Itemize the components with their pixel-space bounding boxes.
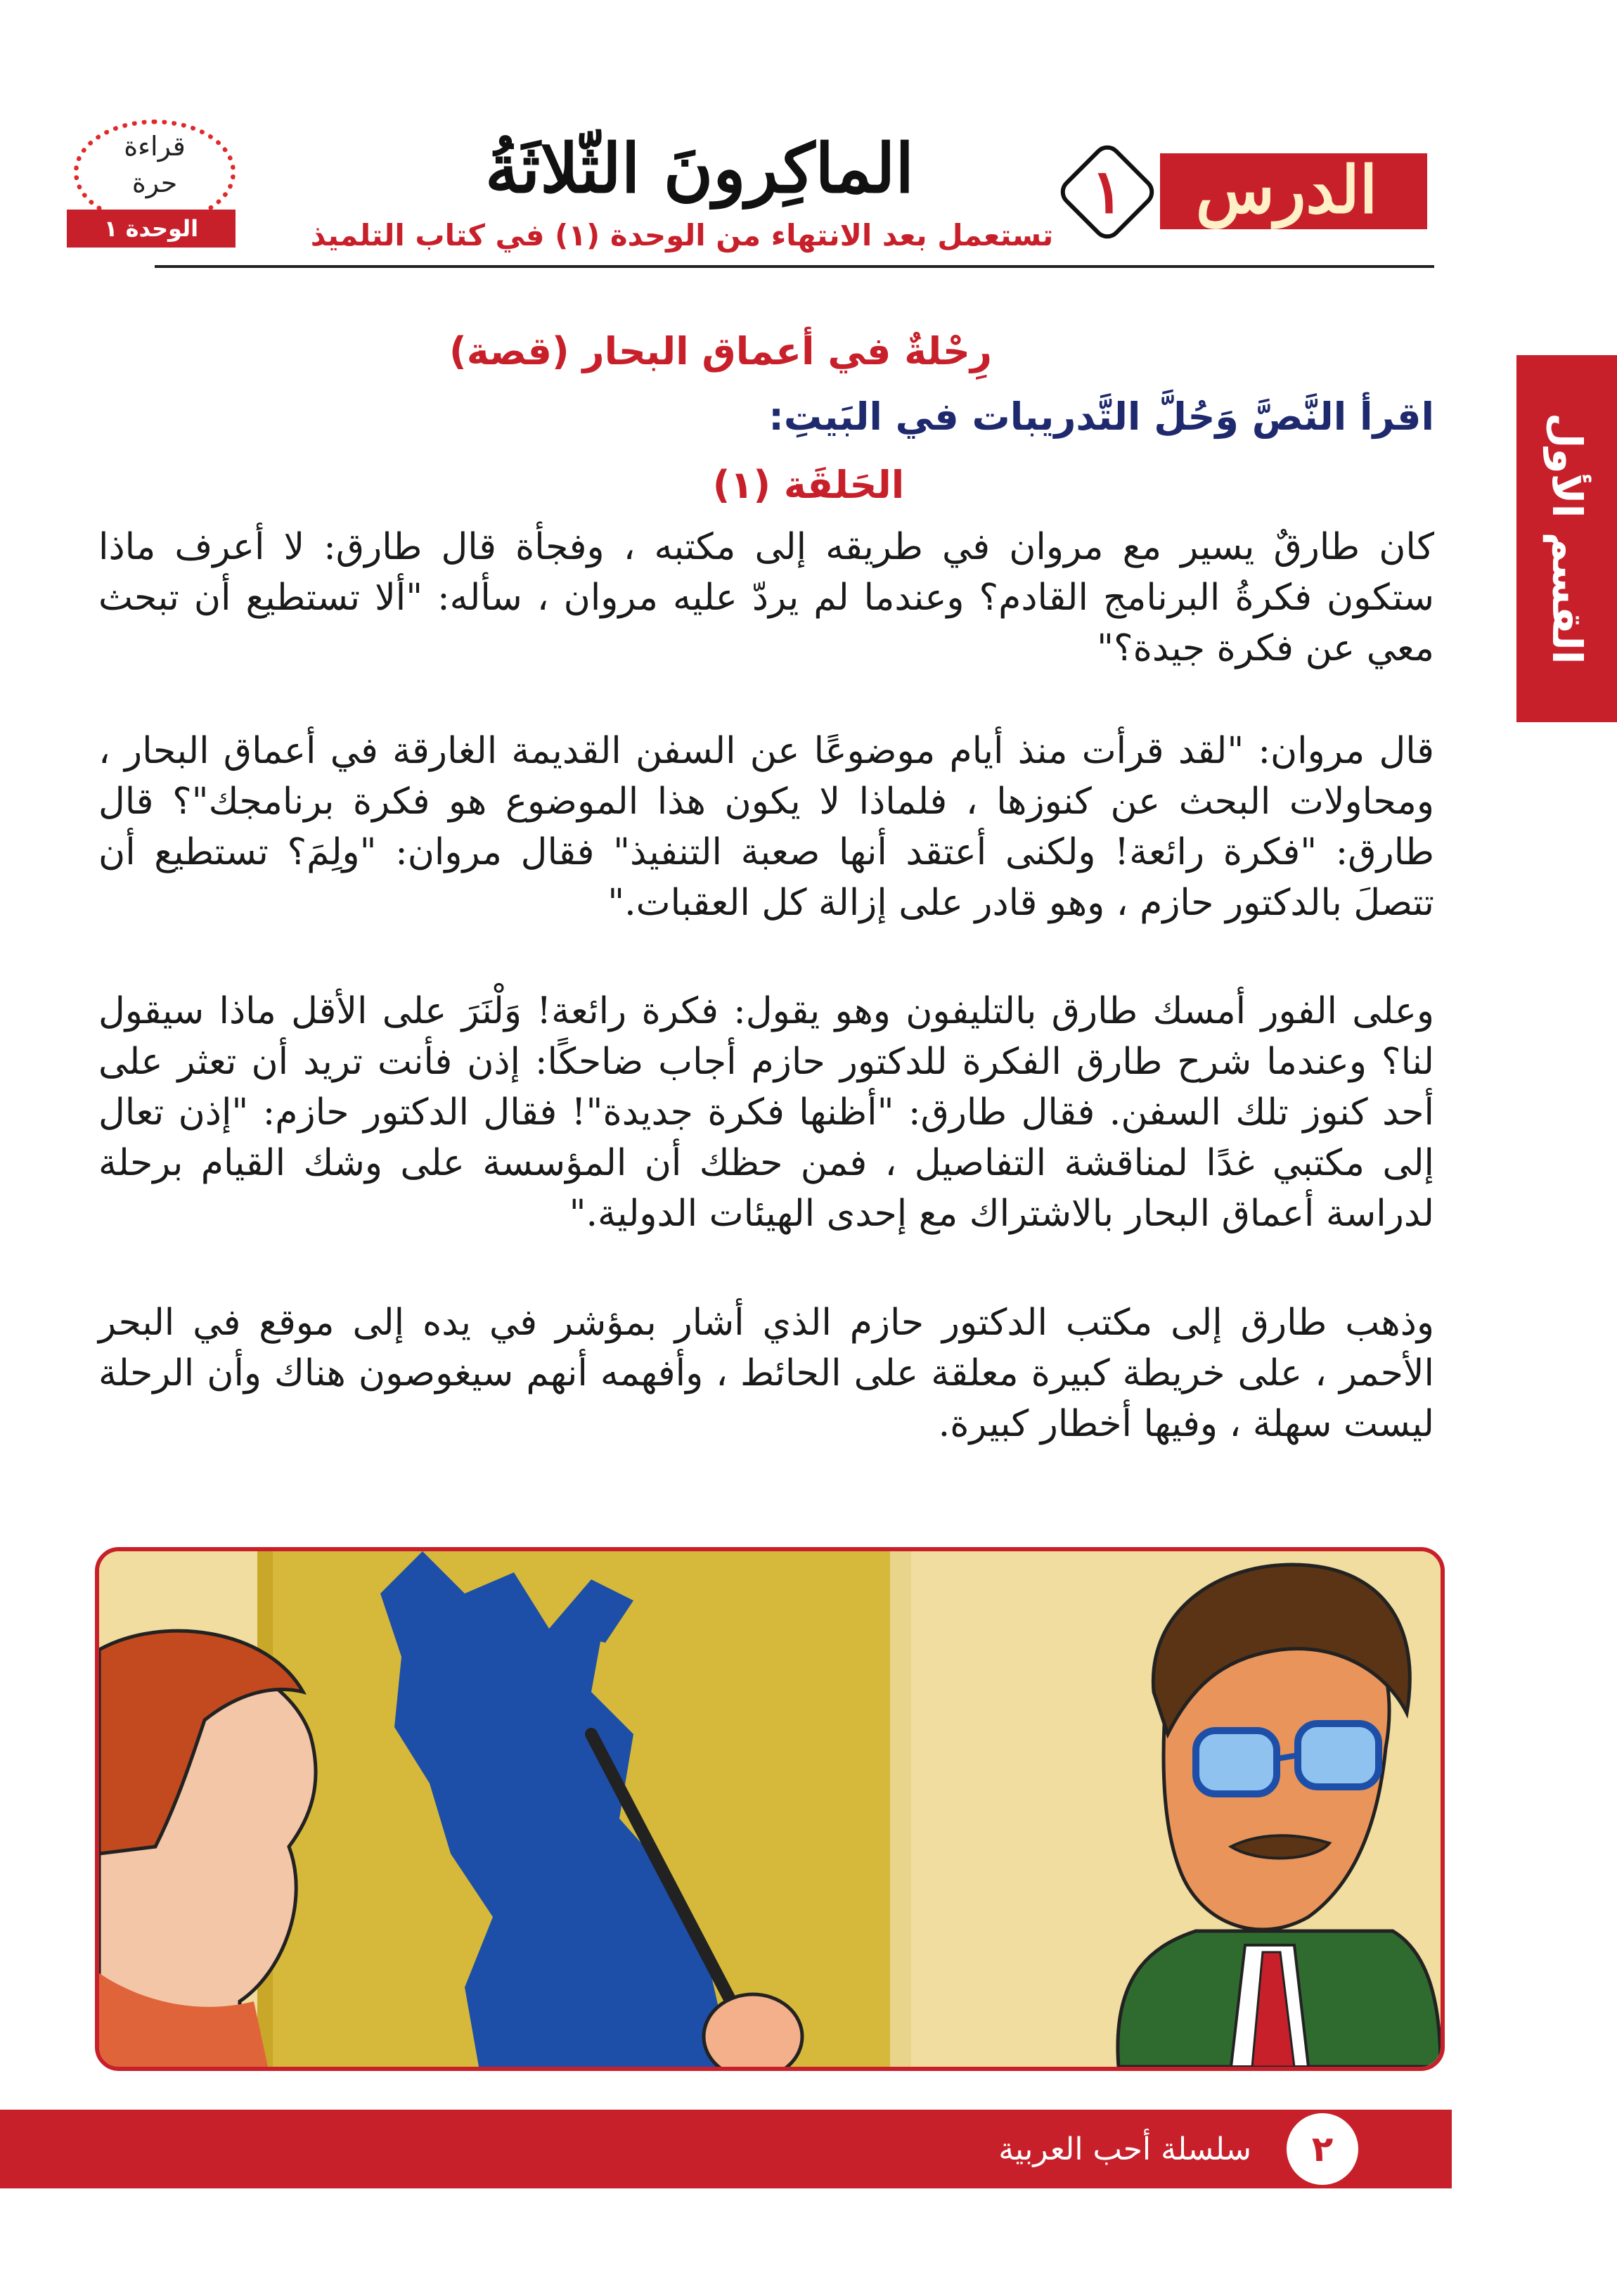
- free-reading-label: [74, 128, 236, 205]
- lesson-subtitle: تستعمل بعد الانتهاء من الوحدة (١) في كتاب التلميذ: [310, 218, 1054, 252]
- lesson-number: ١: [1090, 156, 1124, 227]
- header-divider: [155, 265, 1434, 268]
- series-name: سلسلة أحب العربية: [998, 2131, 1251, 2167]
- lesson-label: الدرس: [1195, 152, 1378, 228]
- page-number: ٢: [1311, 2129, 1334, 2169]
- unit-label: الوحدة ١: [103, 215, 199, 242]
- free-reading-line1: قراءة: [124, 131, 186, 162]
- story-paragraph: وذهب طارق إلى مكتب الدكتور حازم الذي أشار بمؤشر في يده إلى موقع في البحر الأحمر ، على خريطة كبيرة معلقة على الحائط ، وأفهمه أنهم سيغوصون هناك وأن الرحلة ليست سهلة ، وفيها أخطار كبيرة.: [98, 1302, 1434, 1445]
- reading-instruction: اقرأ النَّصَّ وَحُلَّ التَّدريبات في البَيتِ:: [768, 395, 1434, 439]
- story-paragraph: قال مروان: "لقد قرأت منذ أيام موضوعًا عن السفن القديمة الغارقة في أعماق البحار ، ومحاولات البحث عن كنوزها ، فلماذا لا يكون هذا الموضوع هو فكرة برنامجك"؟ قال طارق: "فكرة رائعة! ولكنى أعتقد أنها صعبة التنفيذ" فقال مروان: "ولِمَ؟ تستطيع أن تتصلَ بالدكتور حازم ، وهو قادر على إزالة كل العقبات.": [98, 730, 1434, 924]
- lesson-title: الماكِرونَ الثّلاثَةُ: [485, 129, 914, 208]
- story-title: رِحْلةٌ في أعماق البحار (قصة): [449, 329, 992, 373]
- illustration-scene: [99, 1551, 1441, 2067]
- hand: [704, 1994, 802, 2067]
- episode-title: الحَلقَة (١): [712, 463, 905, 507]
- section-tab-label: القسم الأول: [1543, 413, 1591, 665]
- story-paragraph: وعلى الفور أمسك طارق بالتليفون وهو يقول: فكرة رائعة! وَلْنَرَ على الأقل ماذا سيقول لنا؟ وعندما شرح طارق الفكرة للدكتور حازم أجاب ضاحكًا: إذن فأنت تريد أن تعثر على أحد كنوز تلك السفن. فقال طارق: "أظنها فكرة جديدة"! فقال الدكتور حازم: "إذن تعال إلى مكتبي غدًا لمناقشة التفاصيل ، فمن حظك أن المؤسسة على وشك القيام برحلة لدراسة أعماق البحار بالاشتراك مع إحدى الهيئات الدولية.": [98, 990, 1434, 1235]
- story-illustration: [95, 1547, 1445, 2071]
- story-paragraph: كان طارقٌ يسير مع مروان في طريقه إلى مكتبه ، وفجأة قال طارق: لا أعرف ماذا ستكون فكرةُ البرنامج القادم؟ وعندما لم يردّ عليه مروان ، سأله: "ألا تستطيع أن تبحث معي عن فكرة جيدة؟": [98, 526, 1434, 669]
- free-reading-line2: حرة: [131, 167, 178, 198]
